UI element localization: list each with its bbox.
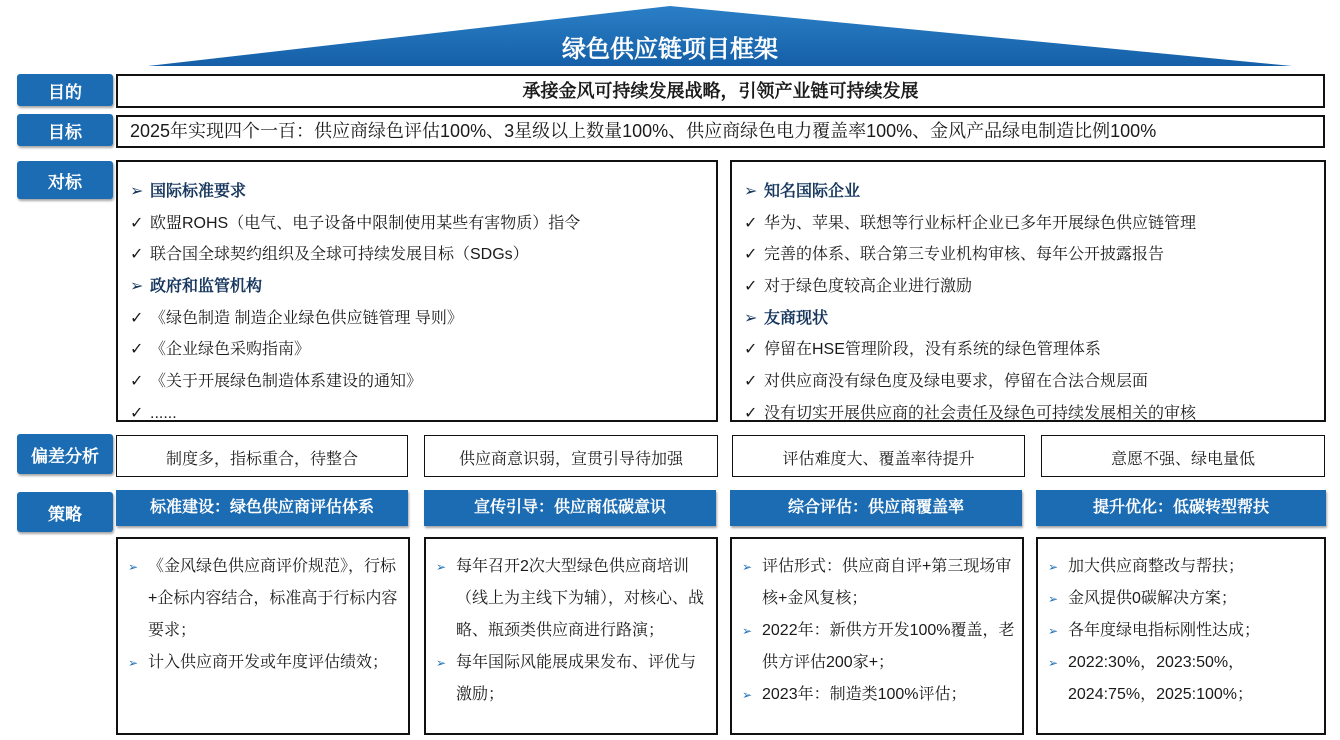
purpose-box: 承接金风可持续发展战略，引领产业链可持续发展: [116, 74, 1325, 108]
check-icon: ✓: [744, 341, 758, 359]
arrow-icon: ➢: [128, 656, 139, 670]
check-icon: ✓: [130, 341, 144, 359]
deviation-box-2: 供应商意识弱，宣贯引导待加强: [424, 435, 718, 477]
strategy-item: ➢ 评估形式：供应商自评+第三现场审核+金风复核；: [742, 551, 1016, 615]
arrow-icon: ➢: [742, 688, 753, 702]
deviation-box-4: 意愿不强、绿电量低: [1041, 435, 1325, 477]
strategy-item: ➢ 2022年：新供方开发100%覆盖，老供方评估200家+；: [742, 615, 1016, 679]
arrow-icon: ➢: [130, 183, 144, 200]
page-title: 绿色供应链项目框架: [562, 36, 778, 63]
label-goal: 目标: [17, 114, 113, 146]
strategy-item: ➢ 2022:30%，2023:50%，2024:75%，2025:100%；: [1048, 647, 1318, 711]
arrow-icon: ➢: [1048, 560, 1059, 574]
deviation-box-1: 制度多，指标重合，待整合: [116, 435, 408, 477]
benchmark-right-box: [730, 160, 1326, 422]
benchmark-heading: ➢ 知名国际企业: [744, 176, 1324, 208]
arrow-icon: ➢: [1048, 592, 1059, 606]
arrow-icon: ➢: [744, 309, 758, 327]
strategy-body-3: [730, 537, 1024, 735]
benchmark-heading: ➢ 政府和监管机构: [130, 271, 716, 303]
benchmark-item: ✓ 没有切实开展供应商的社会责任及绿色可持续发展相关的审核: [744, 398, 1324, 430]
strategy-header-2: 宣传引导：供应商低碳意识: [424, 490, 716, 526]
strategy-item: ➢ 金风提供0碳解决方案；: [1048, 583, 1318, 615]
arrow-icon: ➢: [436, 560, 447, 574]
benchmark-left-box: [116, 160, 718, 422]
benchmark-item: ✓ 华为、苹果、联想等行业标杆企业已多年开展绿色供应链管理: [744, 208, 1324, 240]
check-icon: ✓: [130, 404, 144, 422]
benchmark-item: ✓ 联合国全球契约组织及全球可持续发展目标（SDGs）: [130, 239, 716, 271]
strategy-item: ➢ 《金风绿色供应商评价规范》，行标+企标内容结合，标准高于行标内容要求；: [128, 551, 402, 647]
benchmark-item: ✓ 停留在HSE管理阶段，没有系统的绿色管理体系: [744, 334, 1324, 366]
arrow-icon: ➢: [742, 560, 753, 574]
arrow-icon: ➢: [128, 560, 139, 574]
label-deviation: 偏差分析: [17, 434, 113, 474]
check-icon: ✓: [130, 246, 144, 264]
arrow-icon: ➢: [436, 656, 447, 670]
label-benchmark: 对标: [17, 161, 113, 199]
strategy-header-1: 标准建设：绿色供应商评估体系: [116, 490, 408, 526]
label-strategy: 策略: [17, 492, 113, 532]
benchmark-heading: ➢ 友商现状: [744, 303, 1324, 335]
strategy-item: ➢ 每年国际风能展成果发布、评优与激励；: [436, 647, 710, 711]
arrow-icon: ➢: [130, 278, 144, 296]
strategy-body-4: [1036, 537, 1326, 735]
strategy-header-3: 综合评估：供应商覆盖率: [730, 490, 1022, 526]
benchmark-item: ✓ 对供应商没有绿色度及绿电要求，停留在合法合规层面: [744, 366, 1324, 398]
check-icon: ✓: [130, 309, 144, 327]
benchmark-item: ✓ 欧盟ROHS（电气、电子设备中限制使用某些有害物质）指令: [130, 208, 716, 240]
check-icon: ✓: [744, 214, 758, 232]
arrow-icon: ➢: [1048, 624, 1059, 638]
check-icon: ✓: [744, 246, 758, 264]
check-icon: ✓: [130, 214, 144, 232]
check-icon: ✓: [744, 278, 758, 296]
goal-box: 2025年实现四个一百：供应商绿色评估100%、3星级以上数量100%、供应商绿色电力覆盖率100%、金风产品绿电制造比例100%: [116, 115, 1325, 148]
strategy-header-4: 提升优化：低碳转型帮扶: [1036, 490, 1326, 526]
benchmark-item: ✓ 对于绿色度较高企业进行激励: [744, 271, 1324, 303]
benchmark-item: ✓ ......: [130, 398, 716, 430]
strategy-item: ➢ 各年度绿电指标刚性达成；: [1048, 615, 1318, 647]
deviation-box-3: 评估难度大、覆盖率待提升: [732, 435, 1025, 477]
benchmark-heading: ➢ 国际标准要求: [130, 176, 716, 208]
benchmark-item: ✓ 《企业绿色采购指南》: [130, 334, 716, 366]
benchmark-item: ✓ 《绿色制造 制造企业绿色供应链管理 导则》: [130, 303, 716, 335]
check-icon: ✓: [744, 373, 758, 391]
strategy-body-2: [424, 537, 718, 735]
arrow-icon: ➢: [744, 183, 758, 200]
check-icon: ✓: [130, 373, 144, 391]
strategy-body-1: [116, 537, 410, 735]
benchmark-item: ✓ 完善的体系、联合第三专业机构审核、每年公开披露报告: [744, 239, 1324, 271]
strategy-item: ➢ 每年召开2次大型绿色供应商培训（线上为主线下为辅），对核心、战略、瓶颈类供应商进行路演；: [436, 551, 710, 647]
arrow-icon: ➢: [1048, 656, 1059, 670]
label-purpose: 目的: [17, 74, 113, 106]
arrow-icon: ➢: [742, 624, 753, 638]
strategy-item: ➢ 计入供应商开发或年度评估绩效；: [128, 647, 402, 679]
check-icon: ✓: [744, 404, 758, 422]
strategy-item: ➢ 2023年：制造类100%评估；: [742, 679, 1016, 711]
strategy-item: ➢ 加大供应商整改与帮扶；: [1048, 551, 1318, 583]
benchmark-item: ✓ 《关于开展绿色制造体系建设的通知》: [130, 366, 716, 398]
